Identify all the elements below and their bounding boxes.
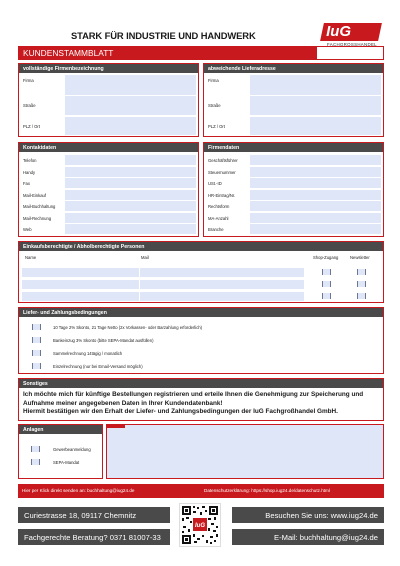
company-label-industry: Branche [208, 227, 224, 232]
company-label-tax-number: Steuernummer [208, 169, 236, 175]
contact-label-fax: Fax [23, 181, 30, 186]
svg-text:IuG: IuG [195, 523, 205, 529]
company-label-register: HR-Eintrag/Nr. [208, 192, 236, 198]
company-section [203, 142, 384, 237]
person-name-field[interactable] [22, 292, 139, 301]
contact-label-mail-rechnung: Mail-Rechnung [23, 215, 52, 221]
register-field[interactable] [250, 190, 381, 200]
address-box [18, 507, 170, 523]
delivery-label-strasse: Straße [208, 103, 221, 108]
delivery-name-field[interactable] [250, 75, 381, 95]
misc-heading: Sonstiges [23, 380, 48, 387]
payment-section [18, 307, 384, 374]
fax-field[interactable] [65, 178, 196, 188]
phone-field[interactable] [65, 155, 196, 165]
contact-label-mail-buchhaltung: Mail-Buchhaltung [23, 204, 56, 209]
tax-number-field[interactable] [250, 167, 381, 177]
signature-field[interactable] [106, 424, 384, 479]
shop-access-checkbox[interactable] [322, 281, 331, 287]
website-link[interactable]: Besuchen Sie uns: www.iug24.de [265, 510, 378, 520]
contact-heading: Kontaktdaten [23, 144, 57, 151]
industry-field[interactable] [250, 224, 381, 234]
address-text: Curiestrasse 18, 09117 Chemnitz [24, 510, 137, 520]
shop-access-checkbox[interactable] [322, 293, 331, 299]
delivery-section [203, 63, 384, 137]
attachments-heading: Anlagen [23, 426, 44, 433]
payment-option-label: Bankeinzug 3% Skonto (bitte SEPA-Mandat ausfüllen) [53, 337, 154, 343]
delivery-label-firma: Firma [208, 78, 219, 83]
attachment-checkbox[interactable] [31, 459, 40, 465]
advice-box [18, 529, 170, 545]
col-name-label: Name [25, 255, 37, 260]
firm-label-plz: PLZ / Ort [23, 124, 40, 129]
payment-option-label: Einzelrechnung (nur bei Email-Versand möglich) [53, 363, 143, 369]
persons-heading: Einkaufsberechtigte / Abholberechtigte Personen [23, 243, 145, 250]
company-label-ceo: Geschäftsführer [208, 158, 238, 163]
payment-option-checkbox[interactable] [32, 324, 41, 330]
email-link[interactable]: E-Mail: buchhaltung@iug24.de [274, 532, 378, 542]
advice-phone-text: Fachgerechte Beratung? 0371 81007-33 [24, 532, 161, 542]
attachment-label: Gewerbeanmeldung [53, 446, 91, 452]
mail-invoice-field[interactable] [65, 213, 196, 223]
mail-accounting-field[interactable] [65, 201, 196, 211]
delivery-street-field[interactable] [250, 96, 381, 115]
contact-label-web: Web [23, 227, 32, 232]
website-box [232, 507, 384, 523]
terms-confirmation-text: Hiermit bestätigen wir den Erhalt der Liefer- und Zahlungsbedingungen der IuG Fachgroßhandel GmbH. [23, 408, 338, 416]
company-label-legal-form: Rechtsform [208, 204, 230, 209]
shop-access-checkbox[interactable] [322, 269, 331, 275]
web-field[interactable] [65, 224, 196, 234]
send-email-link[interactable]: Hier per Klick direkt senden an: buchhaltung@iug24.de [22, 488, 135, 493]
firm-label-firma: Firma [23, 78, 34, 83]
payment-option-checkbox[interactable] [32, 350, 41, 356]
delivery-zip-city-field[interactable] [250, 117, 381, 135]
firm-street-field[interactable] [65, 96, 196, 115]
vat-id-field[interactable] [250, 178, 381, 188]
firm-name-field[interactable] [65, 75, 196, 95]
payment-option-label: 10 Tage 2% Skonto, 21 Tage Netto (2x Vorkassen- oder Barzahlung erforderlich) [53, 324, 203, 330]
privacy-link[interactable]: Datenschutzerklärung: https://shop.iug24.de/datenschutz.html [204, 488, 330, 493]
delivery-heading: abweichende Lieferadresse [208, 65, 276, 72]
contact-label-mail-einkauf: Mail-Einkauf [23, 192, 47, 198]
newsletter-checkbox[interactable] [357, 293, 366, 299]
payment-option-label: Sammelrechnung 14tägig / monatlich [53, 350, 123, 356]
employees-field[interactable] [250, 213, 381, 223]
attachment-label: SEPA-Mandat [53, 459, 80, 465]
misc-section [18, 378, 384, 421]
logo-text: IuG [326, 23, 352, 40]
legal-form-field[interactable] [250, 201, 381, 211]
attachment-checkbox[interactable] [31, 446, 40, 452]
newsletter-checkbox[interactable] [357, 269, 366, 275]
col-shop-label: Shop-Zugang [313, 255, 339, 260]
send-bar [18, 484, 384, 498]
firm-label-strasse: Straße [23, 103, 36, 108]
mobile-field[interactable] [65, 167, 196, 177]
delivery-label-plz: PLZ / Ort [208, 124, 225, 129]
newsletter-checkbox[interactable] [357, 281, 366, 287]
email-box [232, 529, 384, 545]
company-label-employees: MA-Anzahl [208, 215, 229, 221]
person-mail-field[interactable] [140, 292, 304, 301]
attachments-section [18, 424, 103, 479]
contact-label-handy: Handy [23, 169, 36, 175]
person-mail-field[interactable] [140, 268, 304, 277]
contact-label-telefon: Telefon [23, 158, 37, 163]
page-title: KUNDENSTAMMBLATT [23, 48, 114, 58]
registration-consent-text: Ich möchte mich für künftige Bestellungen registrieren und erteile Ihnen die Genehmigung zur Speicherung und Aufnahme meiner angegebenen Daten in Ihrer Kundendatenbank! [23, 391, 364, 407]
col-newsletter-label: Newsletter [350, 255, 370, 260]
title-bar [18, 46, 384, 60]
person-name-field[interactable] [22, 280, 139, 289]
headline: STARK FÜR INDUSTRIE UND HANDWERK [71, 30, 256, 41]
company-label-vat-id: USt.-ID [208, 181, 222, 186]
company-heading: Firmendaten [208, 144, 240, 151]
ceo-field[interactable] [250, 155, 381, 165]
person-name-field[interactable] [22, 268, 139, 277]
firm-section [18, 63, 199, 137]
mail-purchasing-field[interactable] [65, 190, 196, 200]
payment-option-checkbox[interactable] [32, 337, 41, 343]
payment-heading: Liefer- und Zahlungsbedingungen [23, 309, 107, 316]
col-mail-label: Mail [141, 255, 149, 260]
contact-section [18, 142, 199, 237]
persons-section [18, 241, 384, 303]
payment-option-checkbox[interactable] [32, 363, 41, 369]
qr-code-icon [179, 503, 221, 547]
person-mail-field[interactable] [140, 280, 304, 289]
logo-subtitle: FACHGROSSHANDEL [327, 42, 377, 47]
firm-zip-city-field[interactable] [65, 117, 196, 135]
firm-heading: vollständige Firmenbezeichnung [23, 65, 104, 72]
